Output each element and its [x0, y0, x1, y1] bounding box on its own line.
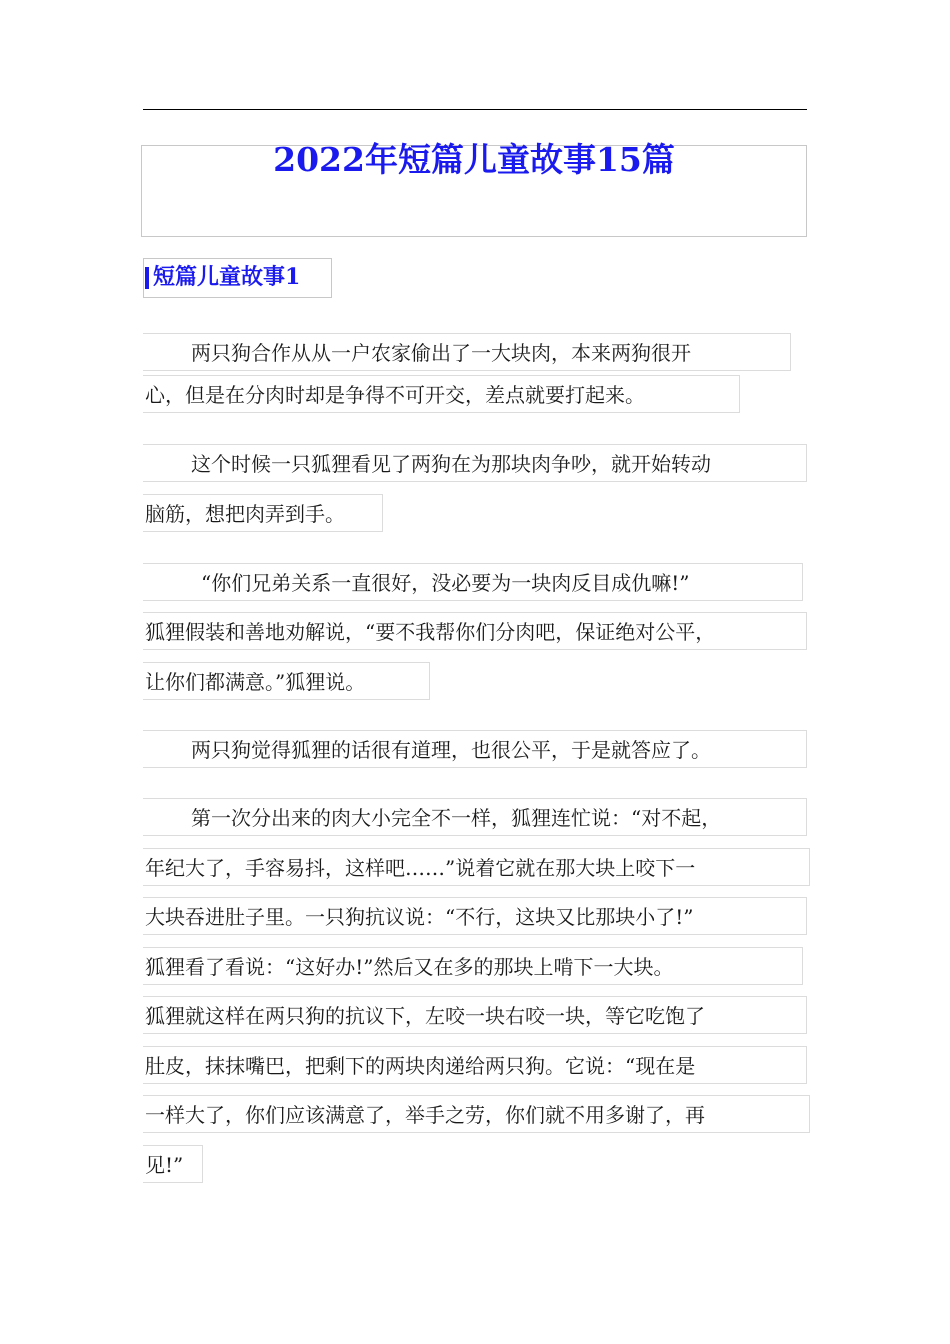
text-line: 心，但是在分肉时却是争得不可开交，差点就要打起来。 — [143, 375, 740, 413]
text-line: 第一次分出来的肉大小完全不一样，狐狸连忙说：“对不起， — [143, 798, 807, 836]
text-line: “你们兄弟关系一直很好，没必要为一块肉反目成仇嘛!” — [143, 563, 803, 601]
text-line: 一样大了，你们应该满意了，举手之劳，你们就不用多谢了，再 — [143, 1095, 810, 1133]
text-line: 肚皮，抹抹嘴巴，把剩下的两块肉递给两只狗。它说：“现在是 — [143, 1046, 807, 1084]
top-rule — [143, 109, 807, 110]
text-line: 狐狸假装和善地劝解说，“要不我帮你们分肉吧，保证绝对公平， — [143, 612, 807, 650]
text-line: 让你们都满意。”狐狸说。 — [143, 662, 430, 700]
text-line: 大块吞进肚子里。一只狗抗议说：“不行，这块又比那块小了!” — [143, 897, 807, 935]
document-title: 2022年短篇儿童故事15篇 — [273, 140, 675, 179]
text-line: 见!” — [143, 1145, 203, 1183]
text-line: 年纪大了，手容易抖，这样吧……”说着它就在那大块上咬下一 — [143, 848, 810, 886]
heading-marker — [145, 267, 149, 289]
text-line: 狐狸就这样在两只狗的抗议下，左咬一块右咬一块，等它吃饱了 — [143, 996, 807, 1034]
text-line: 两只狗合作从从一户农家偷出了一大块肉，本来两狗很开 — [143, 333, 791, 371]
section-heading: 短篇儿童故事1 — [153, 264, 301, 290]
text-line: 两只狗觉得狐狸的话很有道理，也很公平，于是就答应了。 — [143, 730, 807, 768]
text-line: 狐狸看了看说：“这好办!”然后又在多的那块上啃下一大块。 — [143, 947, 803, 985]
text-line: 脑筋，想把肉弄到手。 — [143, 494, 383, 532]
text-line: 这个时候一只狐狸看见了两狗在为那块肉争吵，就开始转动 — [143, 444, 807, 482]
